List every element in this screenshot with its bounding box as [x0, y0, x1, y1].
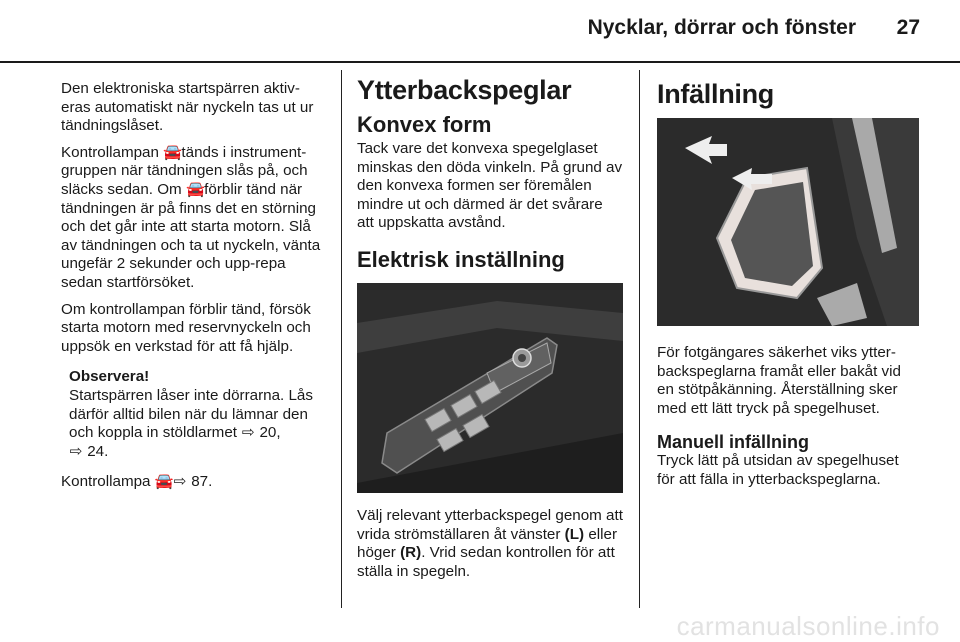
paragraph-convex: Tack vare det konvexa spegelglaset minskas den döda vinkeln. På grund av den konvexa formen ser föremålen mindre ut och därmed är det svårare att uppskatta avstånd. — [357, 140, 623, 232]
column-right — [657, 78, 919, 498]
paragraph-folding: För fotgängares säkerhet viks ytter-backspeglarna framåt eller bakåt vid en stötpåkänning. Återställning sker med ett lätt tryck på spegelhuset. — [657, 344, 901, 417]
paragraph-electric-adjust: Välj relevant ytterbackspegel genom att vrida strömställaren åt vänster (L) eller höger (R). Vrid sedan kontrollen för att ställa in spegeln. — [357, 506, 623, 580]
page-ref-link[interactable]: 87. — [191, 473, 213, 491]
paragraph-immobilizer: Den elektroniska startspärren aktiv-eras automatiskt när nyckeln tas ut ur tändningslåset. — [61, 80, 314, 135]
arrow-ref-icon: ⇨ — [69, 442, 83, 460]
note-box: Observera! Startspärren låser inte dörrarna. Lås därför alltid bilen när du lämnar den och koppla in stöldlarmet ⇨ 20, ⇨ 24. — [69, 368, 325, 461]
paragraph-reserve-key: Om kontrollampan förblir tänd, försök starta motorn med reservnyckeln och uppsök en verkstad för att få hjälp. — [61, 300, 311, 355]
arrow-ref-icon: ⇨ — [241, 424, 255, 442]
page-ref-link[interactable]: 20, — [259, 424, 281, 442]
car-key-icon: 🚘 — [185, 180, 205, 198]
paragraph-warning-lamp: Kontrollampan 🚘 tänds i instrument-gruppen när tändningen slås på, och släcks sedan. Om 🚘 förblir tänd när tändningen är på finns det en störning och det går inte att starta motorn. Slå av tändningen och ta ut nyckeln, vänta ungefär 2 sekunder och upp-repa sedan startförsöket. — [61, 143, 321, 291]
section-heading: Ytterbackspeglar — [357, 75, 572, 105]
car-key-icon: 🚘 — [163, 143, 183, 161]
column-middle — [357, 74, 623, 589]
column-divider — [341, 70, 342, 608]
subsection-heading: Konvex form — [357, 112, 492, 137]
column-left — [61, 80, 325, 500]
mirror-fold-illustration — [657, 118, 919, 326]
door-switch-illustration — [357, 283, 623, 493]
page-ref-link[interactable]: 24. — [87, 442, 109, 460]
car-key-icon: 🚘 — [154, 473, 174, 491]
section-heading: Infällning — [657, 79, 774, 109]
header-divider — [0, 61, 960, 63]
paragraph-control-lamp-ref: Kontrollampa 🚘 ⇨ 87. — [61, 473, 213, 491]
subsection-heading: Manuell infällning — [657, 432, 809, 453]
page-number: 27 — [896, 16, 920, 39]
subsection-heading: Elektrisk inställning — [357, 246, 565, 272]
arrow-ref-icon: ⇨ — [173, 473, 187, 491]
watermark: carmanualsonline.info — [676, 611, 940, 641]
column-divider — [639, 70, 640, 608]
paragraph-manual-fold: Tryck lätt på utsidan av spegelhuset för att fälla in ytterbackspeglarna. — [657, 452, 899, 488]
note-title: Observera! — [69, 368, 150, 386]
page-header-title: Nycklar, dörrar och fönster — [587, 16, 856, 39]
